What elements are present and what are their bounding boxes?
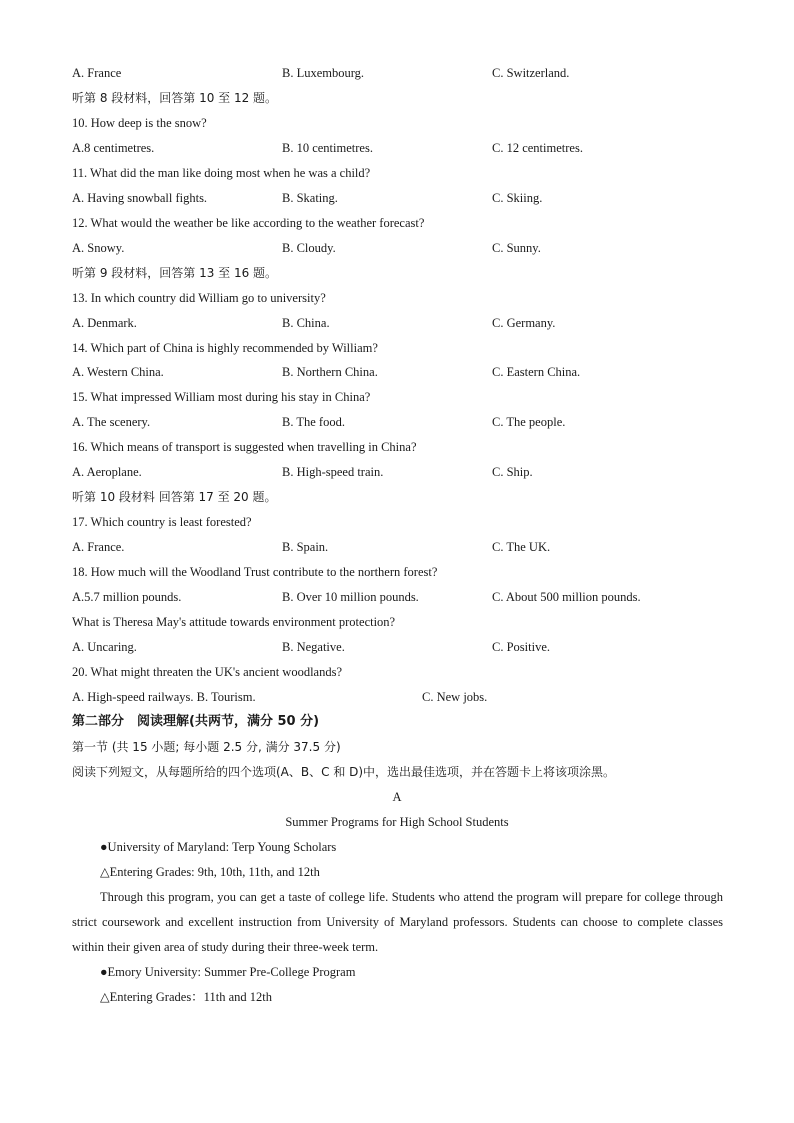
options-row-18 [0, 587, 794, 607]
option-b: B. Cloudy. [282, 241, 336, 255]
program-2-grades: △Entering Grades：11th and 12th [100, 990, 272, 1004]
option-c: C. The UK. [492, 540, 551, 554]
option-c: C. Skiing. [492, 191, 543, 205]
option-b: B. The food. [282, 415, 345, 429]
option-c: C. Switzerland. [492, 66, 570, 80]
options-row-9 [0, 63, 794, 83]
question-10: 10. How deep is the snow? [72, 116, 207, 130]
option-a: A. France. [72, 540, 125, 554]
listening-instruction-9: 听第 9 段材料，回答第 13 至 16 题。 [72, 266, 278, 280]
passage-title: Summer Programs for High School Students [285, 815, 509, 829]
listening-instruction-10: 听第 10 段材料 回答第 17 至 20 题。 [72, 490, 277, 504]
options-row-14 [0, 362, 794, 382]
section-heading: 第二部分 阅读理解(共两节，满分 50 分) [72, 714, 320, 729]
question-19: What is Theresa May's attitude towards environment protection? [72, 615, 396, 629]
option-b: B. Skating. [282, 191, 338, 205]
question-14: 14. Which part of China is highly recommended by William? [72, 341, 378, 355]
option-b: B. High-speed train. [282, 465, 384, 479]
option-b: B. China. [282, 316, 330, 330]
program-1-description: Through this program, you can get a taste of college life. Students who attend the program will prepare for college through strict coursework and excellent instruction from University of Maryland professors. Students can choose to complete classes within their given area of study during their three-week term. [72, 890, 723, 954]
option-a: A. Aeroplane. [72, 465, 142, 479]
option-c: C. The people. [492, 415, 566, 429]
option-a: A. Having snowball fights. [72, 191, 208, 205]
passage-letter: A [392, 790, 402, 804]
option-c: C. Ship. [492, 465, 533, 479]
option-c: C. 12 centimetres. [492, 141, 583, 155]
question-13: 13. In which country did William go to university? [72, 291, 326, 305]
options-row-16 [0, 462, 794, 482]
question-12: 12. What would the weather be like according to the weather forecast? [72, 216, 425, 230]
options-row-12 [0, 238, 794, 258]
option-a: A. Uncaring. [72, 640, 137, 654]
option-c: C. About 500 million pounds. [492, 590, 641, 604]
question-15: 15. What impressed William most during his stay in China? [72, 390, 371, 404]
option-c: C. Germany. [492, 316, 556, 330]
option-c: C. Eastern China. [492, 365, 581, 379]
option-b: B. Negative. [282, 640, 345, 654]
options-row-15 [0, 412, 794, 432]
question-11: 11. What did the man like doing most when he was a child? [72, 166, 371, 180]
section-subheading: 第一节 (共 15 小题; 每小题 2.5 分, 满分 37.5 分) [72, 740, 341, 754]
option-a: A. Denmark. [72, 316, 137, 330]
options-row-17 [0, 537, 794, 557]
option-c: C. Positive. [492, 640, 550, 654]
program-2-name: ●Emory University: Summer Pre-College Program [100, 965, 356, 979]
option-a: A. The scenery. [72, 415, 151, 429]
question-17: 17. Which country is least forested? [72, 515, 252, 529]
option-b: B. Luxembourg. [282, 66, 365, 80]
listening-instruction-8: 听第 8 段材料，回答第 10 至 12 题。 [72, 91, 278, 105]
question-16: 16. Which means of transport is suggested when travelling in China? [72, 440, 417, 454]
options-row-19 [0, 637, 794, 657]
options-row-20 [0, 687, 794, 707]
option-a: A.8 centimetres. [72, 141, 155, 155]
option-b: B. 10 centimetres. [282, 141, 373, 155]
question-18: 18. How much will the Woodland Trust contribute to the northern forest? [72, 565, 438, 579]
option-a: A. Snowy. [72, 241, 125, 255]
option-c: C. New jobs. [422, 690, 488, 704]
option-a: A. High-speed railways. B. Tourism. [72, 690, 256, 704]
program-1-name: ●University of Maryland: Terp Young Scholars [100, 840, 337, 854]
option-a: A. Western China. [72, 365, 164, 379]
program-1-grades: △Entering Grades: 9th, 10th, 11th, and 12th [100, 865, 320, 879]
option-a: A.5.7 million pounds. [72, 590, 182, 604]
options-row-11 [0, 188, 794, 208]
option-b: B. Over 10 million pounds. [282, 590, 419, 604]
option-b: B. Spain. [282, 540, 329, 554]
question-20: 20. What might threaten the UK's ancient woodlands? [72, 665, 343, 679]
option-c: C. Sunny. [492, 241, 541, 255]
option-b: B. Northern China. [282, 365, 378, 379]
option-a: A. France [72, 66, 122, 80]
options-row-13 [0, 313, 794, 333]
section-instruction: 阅读下列短文，从每题所给的四个选项(A、B、C 和 D)中，选出最佳选项，并在答题卡上将该项涂黑。 [72, 765, 616, 779]
options-row-10 [0, 138, 794, 158]
